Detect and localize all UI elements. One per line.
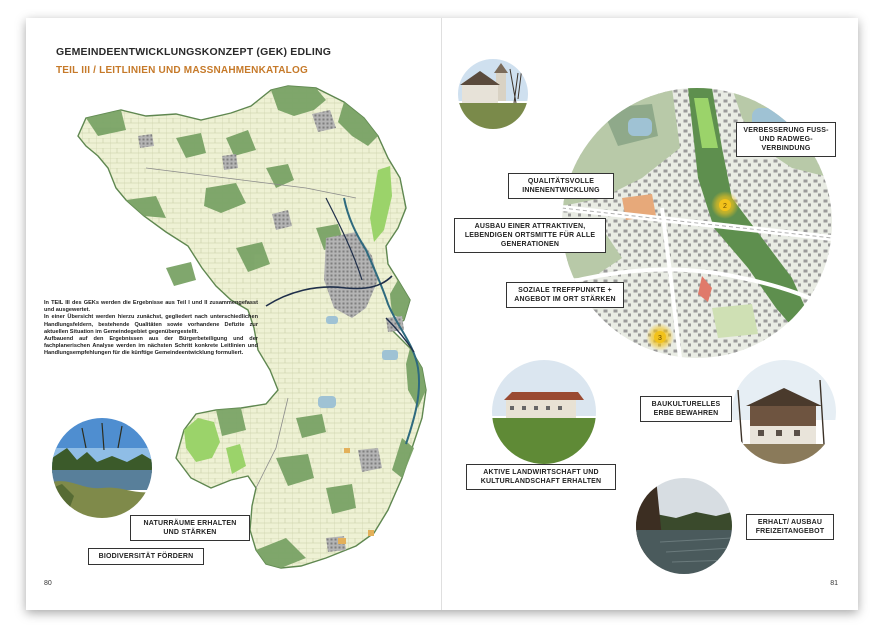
document-spread: [26, 18, 858, 610]
label-verbesserung: VERBESSERUNG FUSS- UND RADWEG-VERBINDUNG: [736, 122, 836, 157]
document-title: GEMEINDEENTWICKLUNGSKONZEPT (GEK) EDLING: [56, 46, 332, 58]
right-page: [442, 18, 858, 610]
photo-village-church: [458, 59, 528, 129]
label-biodiversitaet: BIODIVERSITÄT FÖRDERN: [88, 548, 204, 565]
label-freizeit: ERHALT/ AUSBAU FREIZEITANGEBOT: [746, 514, 834, 540]
left-page: [26, 18, 442, 610]
label-landwirtschaft: AKTIVE LANDWIRTSCHAFT UND KULTURLANDSCHAFT ERHALTEN: [466, 464, 616, 490]
intro-text: [44, 300, 258, 358]
label-naturraeume: NATURRÄUME ERHALTEN UND STÄRKEN: [130, 515, 250, 541]
label-baukulturelles: BAUKULTURELLES ERBE BEWAHREN: [640, 396, 732, 422]
page-number-left: 80: [44, 580, 52, 587]
photo-lake-leisure: [636, 478, 732, 574]
label-soziale-treffpunkte: SOZIALE TREFFPUNKTE + ANGEBOT IM ORT STÄRKEN: [506, 282, 624, 308]
intro-paragraph: In einer Übersicht werden hierzu zunächst, gegliedert nach unterschiedlichen Handlungsfeldern, bestehende Qualitäten sowie vorhandene Defizite zur aktuellen Situation im Gemeindegebiet gegenübergestellt.: [44, 314, 258, 335]
label-ausbau-ortsmitte: AUSBAU EINER ATTRAKTIVEN, LEBENDIGEN ORTSMITTE FÜR ALLE GENERATIONEN: [454, 218, 606, 253]
label-qualitaetsvolle: QUALITÄTSVOLLE INNENENTWICKLUNG: [508, 173, 614, 199]
intro-paragraph: In TEIL III des GEKs werden die Ergebnisse aus Teil I und II zusammengefasst und ausgewertet.: [44, 300, 258, 314]
photo-historic-house: [732, 360, 836, 464]
photo-farm-fields: [492, 360, 596, 464]
marker-label-2: 2: [723, 203, 727, 210]
intro-paragraph: Aufbauend auf den Ergebnissen aus der Bürgerbeteiligung und der fachplanerischen Analyse werden im nächsten Schritt konkrete Leitlinien und Handlungsempfehlungen für die künftige Gemeindeentwicklung formuliert.: [44, 336, 258, 357]
page-number-right: 81: [830, 580, 838, 587]
document-subtitle: TEIL III / LEITLINIEN UND MASSNAHMENKATALOG: [56, 65, 308, 76]
marker-label-3: 3: [658, 335, 662, 342]
photo-lake-nature: [52, 418, 152, 518]
